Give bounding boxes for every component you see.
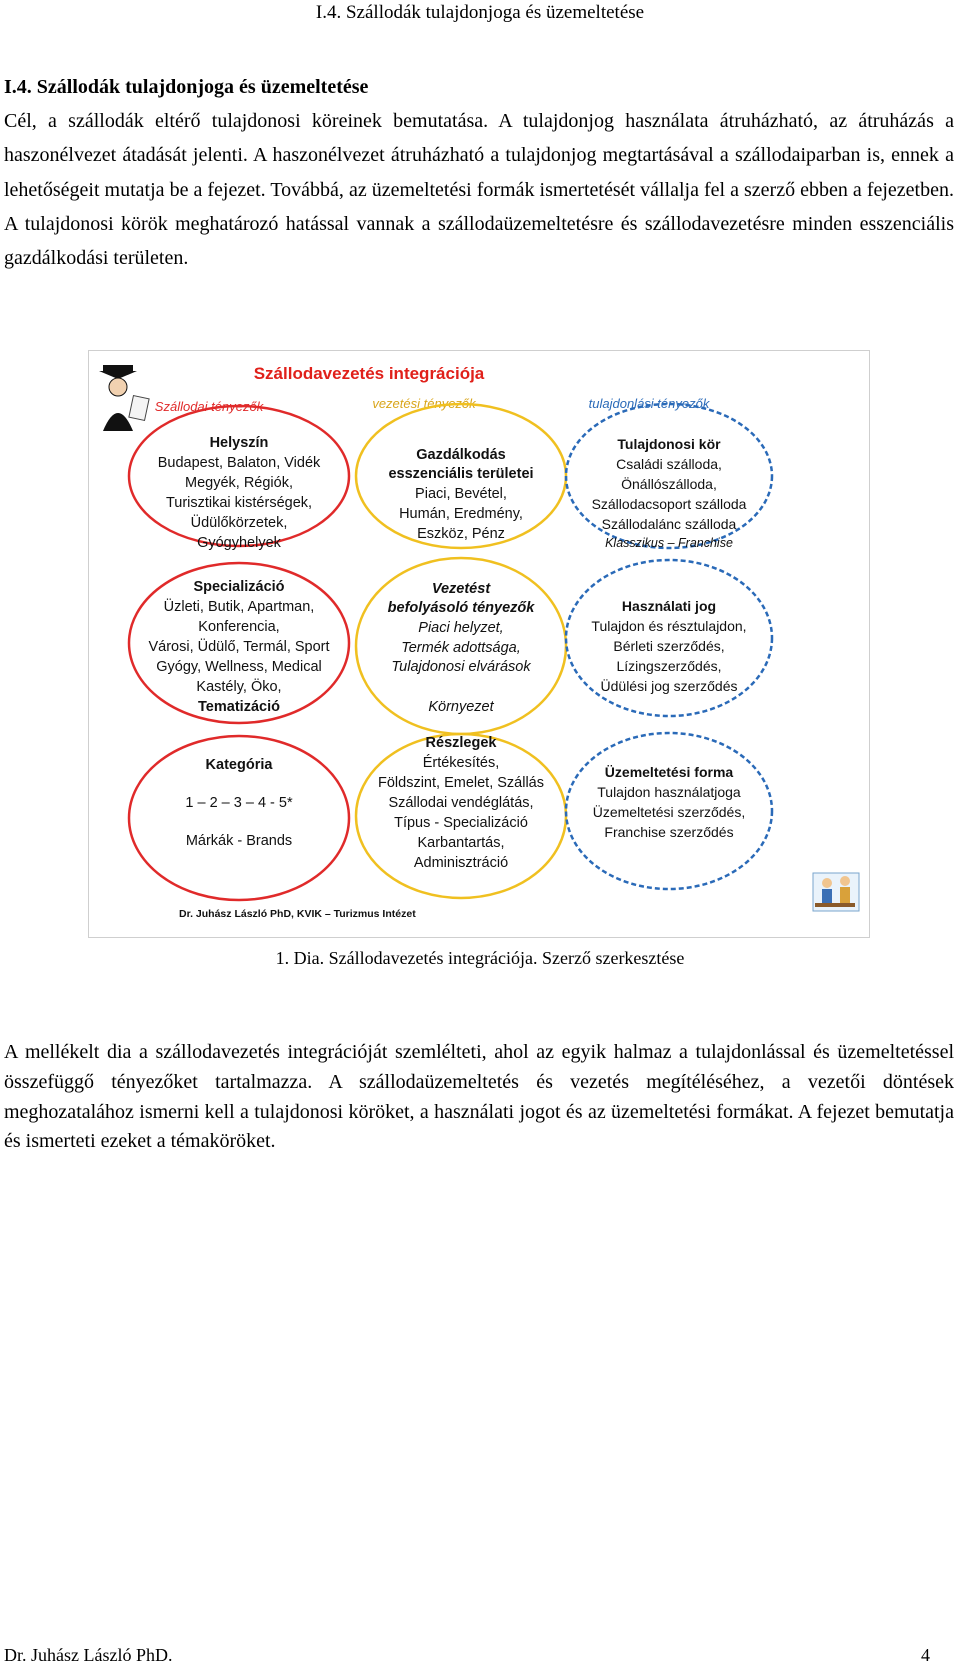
cell-line: Márkák - Brands (185, 833, 293, 849)
cell-heading: Használati jog (621, 598, 717, 614)
cell-line: Piaci, Bevétel, (415, 486, 507, 502)
cell-line: Megyék, Régiók, (185, 475, 293, 491)
cell-line: Üzemeltetési szerződés, (592, 804, 746, 820)
cell-line: Franchise szerződés (604, 824, 734, 840)
cell-line: Gyógyhelyek (197, 535, 281, 551)
cell-line: Üzleti, Butik, Apartman, (163, 599, 315, 615)
cell-line: Konferencia, (198, 619, 280, 635)
cell-line: Értékesítés, (422, 755, 500, 771)
cell-heading: Vezetést (431, 581, 491, 597)
cell-line: Adminisztráció (413, 855, 509, 871)
cell-line: Szállodalánc szálloda (601, 516, 737, 532)
cell-heading: Üzemeltetési forma (604, 764, 734, 780)
cell-italic-line: Környezet (428, 699, 494, 715)
cell-line: Budapest, Balaton, Vidék (157, 455, 321, 471)
cell-italic-line: Piaci helyzet, (418, 620, 504, 636)
cell-heading: Helyszín (209, 435, 269, 451)
cell-line: Városi, Üdülő, Termál, Sport (148, 639, 330, 655)
intro-paragraph: Cél, a szállodák eltérő tulajdonosi köreinek bemutatása. A tulajdonjog használata átruházható, az átruházás a haszonélvezet átadását jelenti. A haszonélvezet átruházható a tulajdonjog megtartásával a szállodaiparban is, ennek a lehetőségeit mutatja be a fejezet. Továbbá, az üzemeltetési formák ismertetését vállalja fel a szerző ebben a fejezetben. A tulajdonosi körök meghatározó hatással vannak a szállodaüzemeltetésre és szállodavezetésre minden esszenciális gazdálkodási területen. (4, 110, 954, 270)
cell-heading: Gazdálkodás (416, 447, 506, 463)
cell-heading: Tulajdonosi kör (617, 436, 721, 452)
integration-figure (88, 350, 870, 938)
graduate-clipart-icon (99, 365, 149, 431)
cell-line: Kastély, Öko, (196, 679, 282, 695)
figure-credit: Dr. Juhász László PhD, KVIK – Turizmus Intézet (179, 908, 416, 920)
cell-italic-line: Klasszikus – Franchise (605, 536, 733, 550)
cell-line: Humán, Eredmény, (399, 506, 523, 522)
figure-svg (89, 351, 869, 937)
running-header: I.4. Szállodák tulajdonjoga és üzemeltetése (315, 2, 645, 23)
cell-heading: esszenciális területei (388, 466, 534, 482)
cell-heading: Kategória (205, 757, 273, 773)
cell-heading: Részlegek (425, 735, 497, 751)
cell-line: Üdülőkörzetek, (190, 515, 288, 531)
cell-line: Tulajdon és résztulajdon, (591, 618, 747, 634)
cell-line: Szállodai vendéglátás, (388, 795, 534, 811)
business-clipart-icon (813, 873, 859, 911)
cell-line: Üdülési jog szerződés (600, 678, 738, 694)
figure-caption: 1. Dia. Szállodavezetés integrációja. Szerző szerkesztése (275, 948, 685, 968)
cell-line: Lízingszerződés, (616, 658, 722, 674)
cell-heading: Specializáció (193, 579, 285, 595)
cell-footer-bold: Tematizáció (198, 699, 280, 715)
cell-line: Bérleti szerződés, (613, 638, 725, 654)
cell-italic-line: Termék adottsága, (401, 640, 521, 656)
cell-line: Tulajdon használatjoga (597, 784, 741, 800)
figure-title: Szállodavezetés integrációja (253, 364, 485, 383)
column-header-hotel: Szállodai tényezők (154, 399, 264, 414)
cell-line: Karbantartás, (417, 835, 505, 851)
section-title: I.4. Szállodák tulajdonjoga és üzemeltetése (4, 76, 369, 98)
footer-author: Dr. Juhász László PhD. (4, 1645, 173, 1665)
cell-line: Szállodacsoport szálloda (591, 496, 747, 512)
cell-line: Típus - Specializáció (394, 815, 528, 831)
cell-line: Családi szálloda, (616, 456, 722, 472)
column-header-management: vezetési tényezők (372, 396, 476, 411)
cell-heading: befolyásoló tényezők (387, 600, 535, 616)
cell-line: Turisztikai kistérségek, (165, 495, 313, 511)
cell-italic-line: Tulajdonosi elvárások (391, 659, 531, 675)
cell-line: 1 – 2 – 3 – 4 - 5* (185, 795, 293, 811)
column-header-ownership: tulajdonlási tényezők (588, 396, 710, 411)
cell-line: Eszköz, Pénz (417, 526, 505, 542)
body-paragraph: A mellékelt dia a szállodavezetés integrációját szemlélteti, ahol az egyik halmaz a tulajdonlással és üzemeltetéssel összefüggő tényezőket tartalmazza. A szállodaüzemeltetés és vezetés megítéléséhez, a vezetői döntések meghozatalához ismerni kell a tulajdonosi köröket, a használati jogot és az üzemeltetési formákat. A fejezet bemutatja és ismerteti ezeket a témaköröket. (4, 1041, 954, 1153)
cell-line: Földszint, Emelet, Szállás (377, 775, 545, 791)
page-number: 4 (921, 1645, 930, 1665)
cell-line: Gyógy, Wellness, Medical (156, 659, 322, 675)
cell-line: Önállószálloda, (621, 476, 717, 492)
